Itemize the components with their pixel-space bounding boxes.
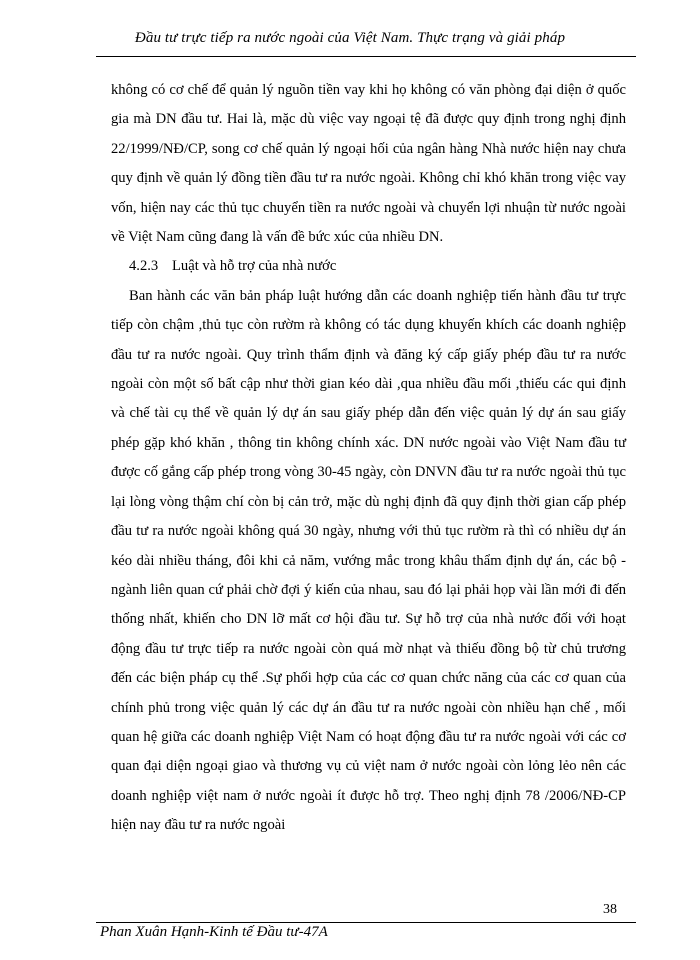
body-paragraph-2: Ban hành các văn bản pháp luật hướng dẫn các doanh nghiệp tiến hành đầu tư trực tiếp còn chậm ,thủ tục còn rườm rà không có tác dụng khuyến khích các doanh nghiệp đầu tư ra nước ngoài. Quy trình thẩm định và đăng ký cấp giấy phép đầu tư ra nước ngoài còn một số bất cập như thời gian kéo dài ,qua nhiều đầu mối ,thiếu các qui định và chế tài cụ thể về quản lý dự án sau giấy phép dẫn đến việc quản lý dự án sau giấy phép gặp khó khăn , thông tin không chính xác. DN nước ngoài vào Việt Nam đầu tư được cố gắng cấp phép trong vòng 30-45 ngày, còn DNVN đầu tư ra nước ngoài thủ tục lại lòng vòng thậm chí còn bị cản trở, mặc dù nghị định đã quy định thời gian cấp phép đầu tư ra nước ngoài không quá 30 ngày, nhưng với thủ tục rườm rà thì có nhiều dự án kéo dài nhiều tháng, đôi khi cả năm, vướng mắc trong khâu thẩm định dự án, các bộ - ngành liên quan cứ phải chờ đợi ý kiến của nhau, sau đó lại phải họp vài lần mới đi đến thống nhất, khiến cho DN lỡ mất cơ hội đầu tư. Sự hỗ trợ của nhà nước đối với hoạt động đầu tư trực tiếp ra nước ngoài còn quá mờ nhạt và thiếu đồng bộ từ chủ trương đến các biện pháp cụ thể .Sự phối hợp của các cơ quan chức năng của các cơ quan của chính phủ trong việc quản lý các dự án đầu tư ra nước ngoài còn nhiều hạn chế , mối quan hệ giữa các doanh nghiệp Việt Nam có hoạt động đầu tư ra nước ngoài với các cơ quan đại diện ngoại giao và thương vụ củ việt nam ở nước ngoài còn lỏng lẻo nên các doanh nghiệp việt nam ở nước ngoài ít được hỗ trợ. Theo nghị định 78 /2006/NĐ-CP hiện nay đầu tư ra nước ngoài: [111, 287, 626, 834]
footer-divider: [96, 922, 636, 923]
section-title: Luật và hỗ trợ của nhà nước: [172, 258, 337, 275]
running-footer: Phan Xuân Hạnh-Kinh tế Đầu tư-47A: [100, 924, 328, 940]
page-number: 38: [603, 902, 617, 917]
section-heading: [111, 252, 626, 281]
page-body: [111, 76, 626, 841]
section-number: 4.2.3: [129, 258, 159, 275]
body-paragraph-1: không có cơ chế để quản lý nguồn tiền vay khi họ không có văn phòng đại diện ở quốc gia mà DN đầu tư. Hai là, mặc dù việc vay ngoại tệ đã được quy định trong nghị định 22/1999/NĐ/CP, song cơ chế quản lý ngoại hối của ngân hàng Nhà nước hiện nay chưa quy định về quản lý đồng tiền đầu tư ra nước ngoài. Không chỉ khó khăn trong việc vay vốn, hiện nay các thủ tục chuyển tiền ra nước ngoài và chuyển lợi nhuận từ nước ngoài về Việt Nam cũng đang là vấn đề bức xúc của nhiều DN.: [111, 82, 626, 246]
header-divider: [96, 56, 636, 57]
running-header: Đầu tư trực tiếp ra nước ngoài của Việt Nam. Thực trạng và giải pháp: [134, 30, 566, 46]
